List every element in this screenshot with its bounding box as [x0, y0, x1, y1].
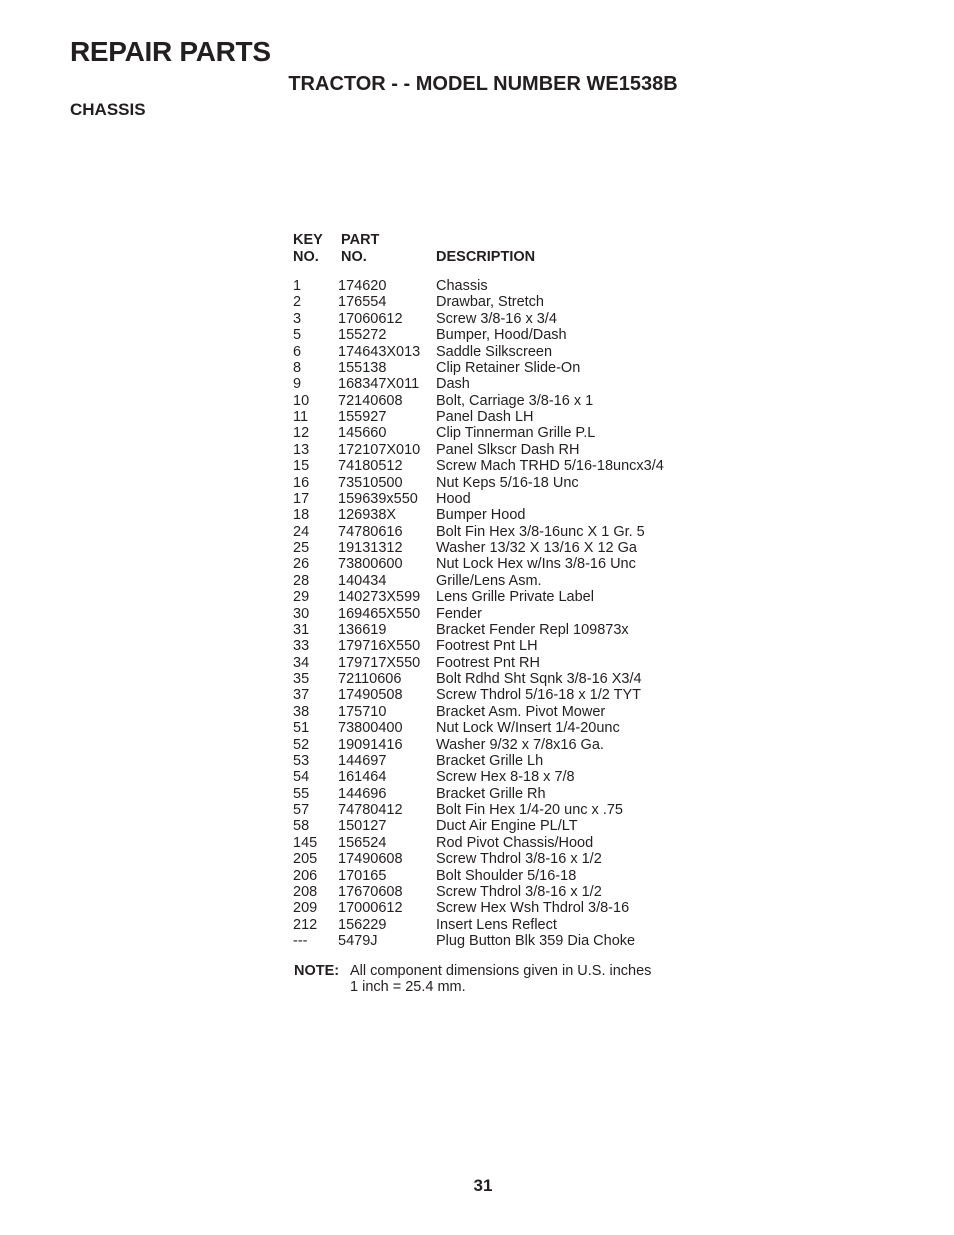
part-no-cell: 72110606: [338, 671, 402, 687]
part-no-cell: 74780412: [338, 802, 403, 818]
part-no-cell: 168347X011: [338, 376, 420, 393]
description-cell: Screw Thdrol 3/8-16 x 1/2: [436, 883, 602, 900]
key-no-cell: 5: [293, 327, 302, 344]
description-cell: Drawbar, Stretch: [436, 294, 544, 311]
section-title: CHASSIS: [70, 100, 146, 119]
note-line-1: All component dimensions given in U.S. inches: [350, 963, 652, 979]
key-no-cell: 212: [293, 916, 318, 933]
description-cell: Insert Lens Reflect: [436, 916, 557, 933]
part-no-cell: 74180512: [338, 458, 403, 475]
part-no-cell: 73510500: [338, 474, 403, 491]
part-no-cell: 179717X550: [338, 654, 421, 671]
part-no-cell: 144696: [338, 785, 387, 802]
part-no-cell: 17060612: [338, 310, 403, 327]
page-title: REPAIR PARTS: [70, 36, 271, 67]
description-cell: Rod Pivot Chassis/Hood: [436, 834, 594, 851]
model-title: TRACTOR - - MODEL NUMBER WE1538B: [288, 73, 678, 95]
description-cell: Screw Hex 8-18 x 7/8: [436, 769, 575, 786]
key-no-cell: 10: [293, 392, 310, 409]
description-cell: Footrest Pnt LH: [436, 638, 538, 655]
header-key-no: NO.: [293, 249, 319, 265]
description-cell: Hood: [436, 490, 471, 507]
description-cell: Clip Tinnerman Grille P.L: [436, 425, 596, 442]
description-cell: Grille/Lens Asm.: [436, 572, 542, 589]
description-cell: Duct Air Engine PL/LT: [436, 818, 578, 835]
description-cell: Washer 9/32 x 7/8x16 Ga.: [436, 736, 604, 753]
key-no-cell: 209: [293, 900, 318, 917]
key-no-cell: 30: [293, 605, 310, 622]
description-cell: Bracket Fender Repl 109873x: [436, 621, 629, 638]
part-no-cell: 73800600: [338, 556, 403, 573]
key-no-cell: 13: [293, 441, 310, 458]
key-no-cell: 31: [293, 621, 310, 638]
key-no-cell: 51: [293, 720, 310, 737]
key-no-cell: 29: [293, 589, 310, 606]
part-no-cell: 73800400: [338, 720, 403, 737]
key-no-cell: 15: [293, 458, 310, 475]
key-no-cell: 17: [293, 490, 310, 507]
part-no-cell: 17490608: [338, 851, 403, 868]
part-no-cell: 169465X550: [338, 605, 421, 622]
key-no-cell: 34: [293, 654, 310, 671]
description-cell: Bracket Grille Rh: [436, 785, 546, 802]
part-no-cell: 19131312: [338, 540, 403, 556]
part-no-cell: 156524: [338, 834, 387, 851]
part-no-cell: 174620: [338, 278, 387, 294]
part-no-cell: 17000612: [338, 900, 403, 917]
description-cell: Saddle Silkscreen: [436, 343, 553, 360]
part-no-cell: 140273X599: [338, 589, 421, 606]
description-cell: Screw Hex Wsh Thdrol 3/8-16: [436, 900, 630, 917]
key-no-cell: 145: [293, 834, 318, 851]
description-cell: Nut Lock Hex w/Ins 3/8-16 Unc: [436, 556, 636, 573]
part-no-cell: 176554: [338, 294, 387, 311]
description-cell: Plug Button Blk 359 Dia Choke: [436, 933, 636, 949]
part-no-cell: 140434: [338, 572, 387, 589]
description-cell: Washer 13/32 X 13/16 X 12 Ga: [436, 540, 637, 556]
part-no-cell: 159639x550: [338, 490, 418, 507]
key-no-cell: 3: [293, 310, 302, 327]
header-part: PART: [341, 232, 380, 248]
part-no-cell: 126938X: [338, 507, 397, 524]
description-cell: Bolt Shoulder 5/16-18: [436, 867, 577, 884]
part-no-cell: 5479J: [338, 933, 378, 949]
key-no-cell: 6: [293, 343, 302, 360]
key-no-cell: 11: [293, 409, 309, 425]
part-no-cell: 72140608: [338, 392, 403, 409]
description-cell: Nut Keps 5/16-18 Unc: [436, 474, 579, 491]
description-cell: Bumper, Hood/Dash: [436, 327, 567, 344]
description-cell: Clip Retainer Slide-On: [436, 359, 581, 376]
key-no-cell: 208: [293, 883, 318, 900]
part-no-cell: 172107X010: [338, 441, 421, 458]
part-no-cell: 161464: [338, 769, 387, 786]
header-description: DESCRIPTION: [436, 249, 536, 265]
key-no-cell: 28: [293, 572, 310, 589]
note-label: NOTE:: [294, 963, 340, 979]
description-cell: Bolt Fin Hex 1/4-20 unc x .75: [436, 802, 623, 818]
part-no-cell: 175710: [338, 703, 387, 720]
header-key: KEY: [293, 232, 323, 248]
description-cell: Screw Thdrol 5/16-18 x 1/2 TYT: [436, 687, 641, 704]
description-cell: Dash: [436, 376, 470, 393]
part-no-cell: 179716X550: [338, 638, 421, 655]
key-no-cell: 54: [293, 769, 310, 786]
key-no-cell: 2: [293, 294, 302, 311]
description-cell: Footrest Pnt RH: [436, 654, 540, 671]
part-no-cell: 155272: [338, 327, 387, 344]
description-cell: Screw Mach TRHD 5/16-18uncx3/4: [436, 458, 664, 475]
part-no-cell: 155138: [338, 359, 387, 376]
description-cell: Nut Lock W/Insert 1/4-20unc: [436, 720, 620, 737]
description-cell: Bolt Rdhd Sht Sqnk 3/8-16 X3/4: [436, 671, 642, 687]
description-cell: Bolt Fin Hex 3/8-16unc X 1 Gr. 5: [436, 523, 645, 540]
part-no-cell: 17670608: [338, 883, 403, 900]
key-no-cell: 35: [293, 671, 310, 687]
key-no-cell: 9: [293, 376, 302, 393]
part-no-cell: 74780616: [338, 523, 403, 540]
key-no-cell: 38: [293, 703, 310, 720]
key-no-cell: 26: [293, 556, 310, 573]
description-cell: Bumper Hood: [436, 507, 526, 524]
key-no-cell: 24: [293, 523, 310, 540]
part-no-cell: 150127: [338, 818, 387, 835]
key-no-cell: 205: [293, 851, 318, 868]
part-no-cell: 170165: [338, 867, 387, 884]
description-cell: Panel Dash LH: [436, 409, 534, 425]
part-no-cell: 155927: [338, 409, 387, 425]
page-number: 31: [473, 1176, 493, 1195]
key-no-cell: 12: [293, 425, 310, 442]
description-cell: Screw 3/8-16 x 3/4: [436, 310, 557, 327]
part-no-cell: 174643X013: [338, 343, 421, 360]
key-no-cell: 37: [293, 687, 310, 704]
part-no-cell: 136619: [338, 621, 387, 638]
note-line-2: 1 inch = 25.4 mm.: [350, 979, 466, 995]
key-no-cell: 18: [293, 507, 310, 524]
description-cell: Screw Thdrol 3/8-16 x 1/2: [436, 851, 602, 868]
key-no-cell: 16: [293, 474, 310, 491]
part-no-cell: 145660: [338, 425, 387, 442]
header-part-no: NO.: [341, 249, 367, 265]
description-cell: Chassis: [436, 278, 488, 294]
key-no-cell: 55: [293, 785, 310, 802]
part-no-cell: 156229: [338, 916, 387, 933]
description-cell: Bracket Asm. Pivot Mower: [436, 703, 606, 720]
key-no-cell: 52: [293, 736, 310, 753]
description-cell: Bolt, Carriage 3/8-16 x 1: [436, 392, 594, 409]
part-no-cell: 19091416: [338, 736, 403, 753]
key-no-cell: 53: [293, 752, 310, 769]
key-no-cell: 57: [293, 802, 310, 818]
description-cell: Fender: [436, 605, 482, 622]
key-no-cell: 33: [293, 638, 310, 655]
key-no-cell: 206: [293, 867, 318, 884]
key-no-cell: 1: [293, 278, 302, 294]
key-no-cell: 58: [293, 818, 310, 835]
part-no-cell: 144697: [338, 752, 387, 769]
description-cell: Bracket Grille Lh: [436, 752, 544, 769]
description-cell: Lens Grille Private Label: [436, 589, 594, 606]
key-no-cell: 8: [293, 359, 302, 376]
part-no-cell: 17490508: [338, 687, 403, 704]
description-cell: Panel Slkscr Dash RH: [436, 441, 580, 458]
key-no-cell: ---: [293, 933, 308, 949]
key-no-cell: 25: [293, 540, 310, 556]
